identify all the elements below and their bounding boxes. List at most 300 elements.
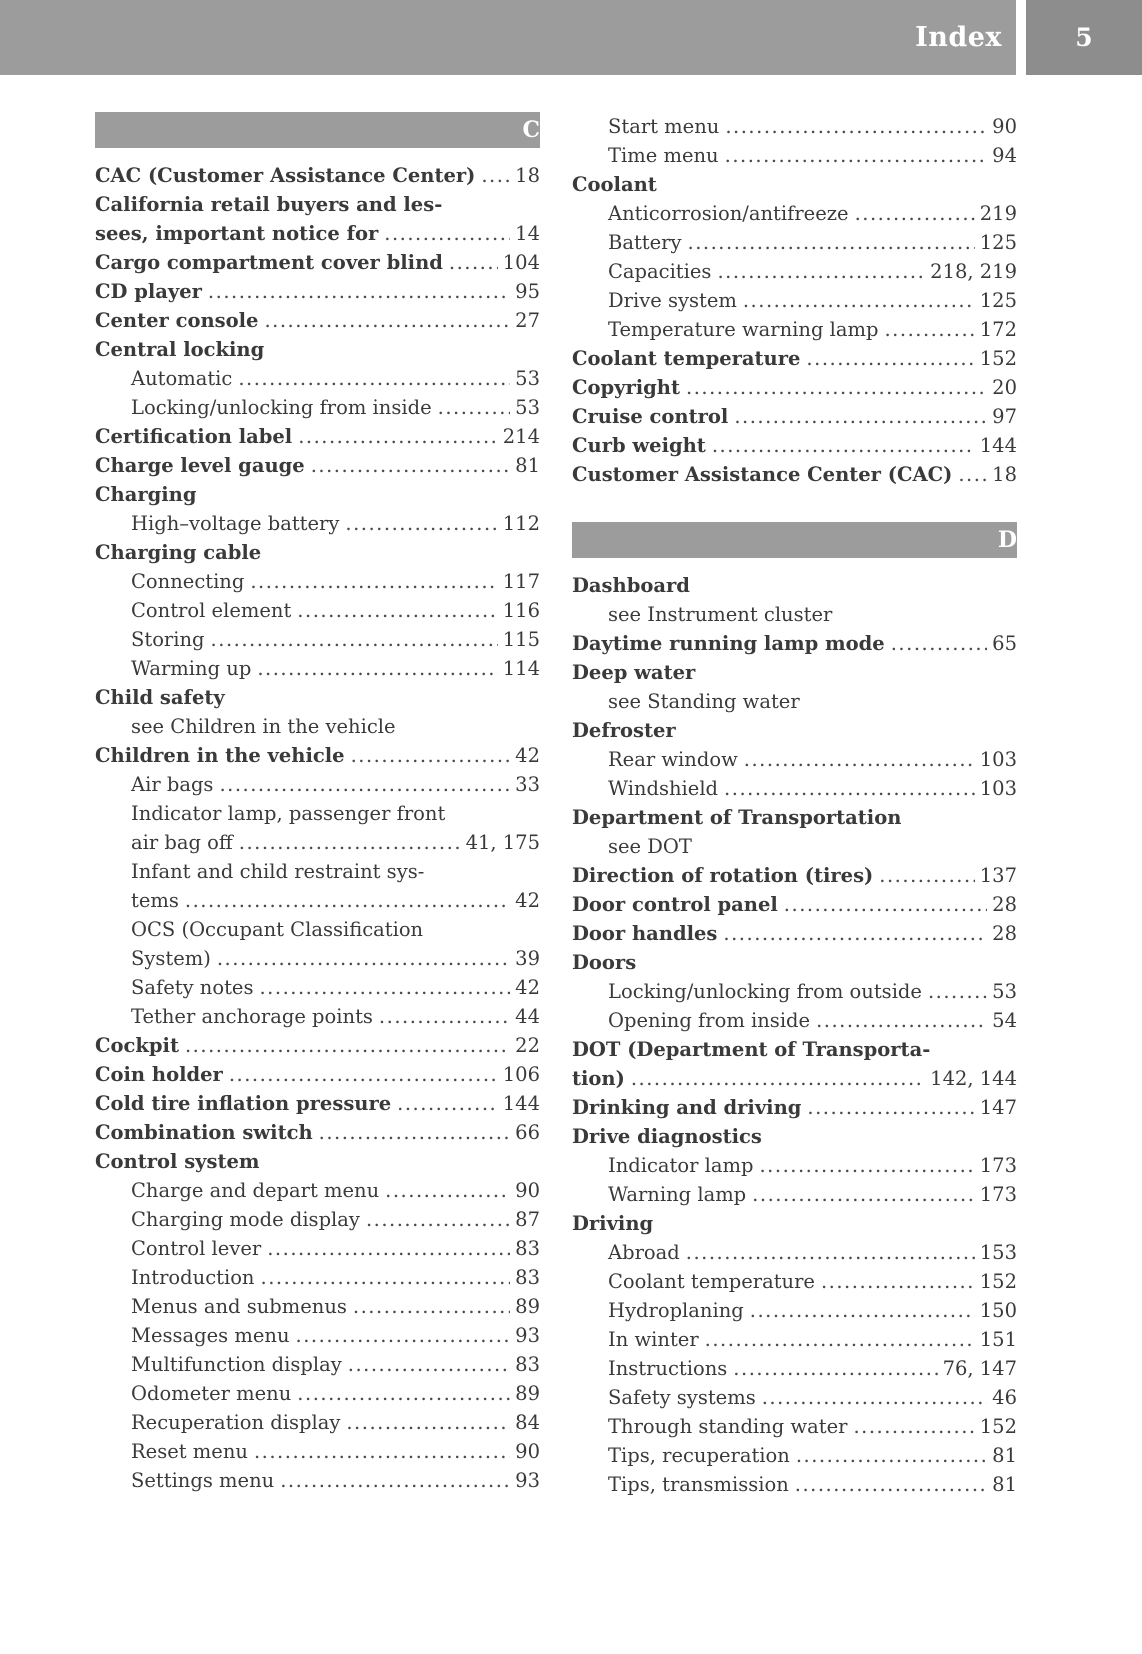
index-entry-line <box>572 1354 1017 1383</box>
index-entry-line <box>572 716 1017 745</box>
index-entry-line <box>572 373 1017 402</box>
entry-text: OCS (Occupant Classification <box>131 918 424 941</box>
dot-leader <box>449 248 498 277</box>
entry-text: CAC (Customer Assistance Center) <box>95 164 476 187</box>
index-entry-line <box>572 431 1017 460</box>
index-entry-line <box>95 509 540 538</box>
entry-page-number: 116 <box>502 599 540 622</box>
dot-leader <box>219 770 510 799</box>
dot-leader <box>752 1180 975 1209</box>
entry-text: DOT (Department of Transporta- <box>572 1038 931 1061</box>
entry-text: Cold tire inflation pressure <box>95 1092 392 1115</box>
entry-page-number: 53 <box>515 367 540 390</box>
dot-leader <box>891 629 987 658</box>
index-entry-line <box>95 654 540 683</box>
entry-text: Tips, recuperation <box>608 1444 790 1467</box>
dot-leader <box>853 1412 974 1441</box>
entry-page-number: 90 <box>515 1179 540 1202</box>
index-entry-line <box>95 712 540 741</box>
entry-page-number: 44 <box>515 1005 540 1028</box>
dot-leader <box>481 161 510 190</box>
dot-leader <box>796 1441 987 1470</box>
entry-page-number: 172 <box>979 318 1017 341</box>
entry-page-number: 94 <box>992 144 1017 167</box>
entry-text: Instructions <box>608 1357 728 1380</box>
entry-page-number: 46 <box>992 1386 1017 1409</box>
index-entry-line <box>572 170 1017 199</box>
index-entry-line <box>572 1441 1017 1470</box>
dot-leader <box>725 112 987 141</box>
entry-text: Child safety <box>95 686 225 709</box>
entry-page-number: 95 <box>515 280 540 303</box>
index-entry-line <box>95 799 540 828</box>
entry-page-number: 152 <box>979 1270 1017 1293</box>
page-number: 5 <box>1075 23 1093 52</box>
entry-text: Control lever <box>131 1237 262 1260</box>
index-entry-line <box>572 1122 1017 1151</box>
entry-text: Curb weight <box>572 434 706 457</box>
entry-text: Air bags <box>131 773 214 796</box>
index-entry-line <box>572 112 1017 141</box>
entry-page-number: 103 <box>979 748 1017 771</box>
entry-text: Temperature warning lamp <box>608 318 879 341</box>
entry-text: Central locking <box>95 338 265 361</box>
dot-leader <box>297 1379 510 1408</box>
entry-text: see Standing water <box>608 690 800 713</box>
entry-page-number: 104 <box>502 251 540 274</box>
dot-leader <box>806 344 974 373</box>
dot-leader <box>267 1234 510 1263</box>
entry-text: Cockpit <box>95 1034 179 1057</box>
entry-page-number: 151 <box>979 1328 1017 1351</box>
dot-leader <box>264 306 510 335</box>
index-entry-line <box>572 315 1017 344</box>
entry-page-number: 28 <box>992 922 1017 945</box>
index-entry-line <box>95 1321 540 1350</box>
entry-text: Door control panel <box>572 893 778 916</box>
entry-text: Odometer menu <box>131 1382 292 1405</box>
entry-page-number: 144 <box>502 1092 540 1115</box>
dot-leader <box>743 286 975 315</box>
entry-text: Combination switch <box>95 1121 313 1144</box>
dot-leader <box>217 944 510 973</box>
index-entry-line <box>95 1147 540 1176</box>
entry-text: tems <box>131 889 179 912</box>
dot-leader <box>725 141 988 170</box>
header-divider <box>1016 0 1026 75</box>
entry-page-number: 53 <box>992 980 1017 1003</box>
index-entry-line <box>95 1292 540 1321</box>
index-entry-line <box>572 141 1017 170</box>
entry-page-number: 153 <box>979 1241 1017 1264</box>
dot-leader <box>821 1267 975 1296</box>
entry-text: Coolant temperature <box>572 347 801 370</box>
dot-leader <box>928 977 987 1006</box>
dot-leader <box>257 654 497 683</box>
entry-text: Cruise control <box>572 405 729 428</box>
dot-leader <box>759 1151 974 1180</box>
entry-page-number: 22 <box>515 1034 540 1057</box>
dot-leader <box>879 861 974 890</box>
entry-text: Tether anchorage points <box>131 1005 373 1028</box>
entry-text: Safety systems <box>608 1386 756 1409</box>
dot-leader <box>366 1205 510 1234</box>
dot-leader <box>631 1064 925 1093</box>
page-header <box>0 0 1142 75</box>
dot-leader <box>319 1118 511 1147</box>
index-entry-line <box>95 1205 540 1234</box>
entry-text: Infant and child restraint sys- <box>131 860 425 883</box>
entry-page-number: 103 <box>979 777 1017 800</box>
dot-leader <box>724 774 975 803</box>
dot-leader <box>384 219 510 248</box>
entry-page-number: 81 <box>992 1444 1017 1467</box>
index-entry-line <box>572 919 1017 948</box>
entry-page-number: 28 <box>992 893 1017 916</box>
entry-text: Cargo compartment cover blind <box>95 251 443 274</box>
index-entry-line <box>95 886 540 915</box>
dot-leader <box>744 745 975 774</box>
index-entry-line <box>572 1267 1017 1296</box>
entry-text: Windshield <box>608 777 719 800</box>
entry-page-number: 147 <box>979 1096 1017 1119</box>
index-entry-line <box>572 600 1017 629</box>
dot-leader <box>733 1354 937 1383</box>
page-number-box <box>1026 0 1142 75</box>
entry-text: Charging cable <box>95 541 262 564</box>
index-entry-line <box>95 1089 540 1118</box>
index-entry-line <box>95 219 540 248</box>
entry-page-number: 65 <box>992 632 1017 655</box>
index-entry-line <box>95 1379 540 1408</box>
entry-text: California retail buyers and les- <box>95 193 443 216</box>
index-entry-line <box>95 915 540 944</box>
dot-leader <box>686 1238 975 1267</box>
entry-text: see Instrument cluster <box>608 603 833 626</box>
index-entry-line <box>95 1437 540 1466</box>
dot-leader <box>712 431 975 460</box>
entry-page-number: 83 <box>515 1266 540 1289</box>
index-entry-line <box>572 1093 1017 1122</box>
dot-leader <box>239 828 461 857</box>
dot-leader <box>723 919 987 948</box>
index-entry-line <box>572 774 1017 803</box>
index-entry-line <box>572 1383 1017 1412</box>
entry-text: Safety notes <box>131 976 254 999</box>
index-entry-line <box>95 538 540 567</box>
entry-text: Control system <box>95 1150 260 1173</box>
entry-page-number: 42 <box>515 889 540 912</box>
dot-leader <box>211 625 498 654</box>
header-band <box>0 0 1016 75</box>
index-entry-line <box>95 277 540 306</box>
dot-leader <box>346 1408 510 1437</box>
entry-text: Charge and depart menu <box>131 1179 380 1202</box>
entry-page-number: 137 <box>979 864 1017 887</box>
entry-page-number: 142, 144 <box>930 1067 1017 1090</box>
entry-page-number: 219 <box>979 202 1017 225</box>
index-entry-line <box>95 683 540 712</box>
index-entry-line <box>95 1234 540 1263</box>
entry-text: Introduction <box>131 1266 255 1289</box>
index-column-right <box>572 112 1017 1499</box>
index-entry-line <box>572 1035 1017 1064</box>
index-entry-line <box>572 402 1017 431</box>
index-entry-line <box>95 973 540 1002</box>
index-entry-line <box>95 828 540 857</box>
dot-leader <box>397 1089 498 1118</box>
index-entry-line <box>95 857 540 886</box>
entry-text: air bag off <box>131 831 233 854</box>
dot-leader <box>250 567 497 596</box>
dot-leader <box>259 973 510 1002</box>
entry-text: Department of Transportation <box>572 806 902 829</box>
index-entry-line <box>572 1470 1017 1499</box>
index-entry-line <box>572 658 1017 687</box>
dot-leader <box>795 1470 987 1499</box>
dot-leader <box>686 373 987 402</box>
index-entry-line <box>95 1118 540 1147</box>
section-header-d: D <box>572 522 1017 558</box>
dot-leader <box>353 1292 510 1321</box>
entry-page-number: 14 <box>515 222 540 245</box>
entry-page-number: 27 <box>515 309 540 332</box>
index-entry-line <box>95 1002 540 1031</box>
entry-text: Menus and submenus <box>131 1295 347 1318</box>
index-entry-line <box>572 344 1017 373</box>
entry-text: Drive system <box>608 289 737 312</box>
index-entry-line <box>572 1006 1017 1035</box>
entry-page-number: 18 <box>992 463 1017 486</box>
entry-page-number: 106 <box>502 1063 540 1086</box>
index-entry-line <box>95 161 540 190</box>
entry-page-number: 20 <box>992 376 1017 399</box>
entry-page-number: 112 <box>502 512 540 535</box>
index-entry-line <box>95 190 540 219</box>
index-entry-line <box>572 977 1017 1006</box>
entry-text: Opening from inside <box>608 1009 811 1032</box>
index-entry-line <box>95 393 540 422</box>
entry-text: Children in the vehicle <box>95 744 345 767</box>
entry-text: Capacities <box>608 260 712 283</box>
entry-text: Multifunction display <box>131 1353 342 1376</box>
dot-leader <box>807 1093 974 1122</box>
index-entry-line <box>95 422 540 451</box>
entry-page-number: 83 <box>515 1353 540 1376</box>
index-entry-line <box>572 861 1017 890</box>
entry-text: Deep water <box>572 661 696 684</box>
entry-text: Copyright <box>572 376 680 399</box>
dot-leader <box>298 422 498 451</box>
entry-text: Start menu <box>608 115 720 138</box>
dot-leader <box>762 1383 987 1412</box>
entry-page-number: 93 <box>515 1469 540 1492</box>
dot-leader <box>379 1002 510 1031</box>
entry-text: Customer Assistance Center (CAC) <box>572 463 953 486</box>
index-entry-line <box>95 1031 540 1060</box>
entry-page-number: 125 <box>979 289 1017 312</box>
index-entry-line <box>95 944 540 973</box>
dot-leader <box>958 460 987 489</box>
index-entry-line <box>572 948 1017 977</box>
entry-text: Warning lamp <box>608 1183 747 1206</box>
dot-leader <box>348 1350 510 1379</box>
entry-text: Messages menu <box>131 1324 290 1347</box>
index-entry-line <box>95 248 540 277</box>
dot-leader <box>750 1296 975 1325</box>
index-entry-line <box>572 687 1017 716</box>
entry-text: Coin holder <box>95 1063 223 1086</box>
entry-text: Direction of rotation (tires) <box>572 864 874 887</box>
index-entry-line <box>95 741 540 770</box>
entry-text: Storing <box>131 628 205 651</box>
index-entry-line <box>572 803 1017 832</box>
index-entry-line <box>572 1064 1017 1093</box>
dot-leader <box>345 509 497 538</box>
entry-page-number: 81 <box>992 1473 1017 1496</box>
entry-text: Center console <box>95 309 259 332</box>
entry-text: Coolant <box>572 173 657 196</box>
entry-page-number: 97 <box>992 405 1017 428</box>
dot-leader <box>185 886 510 915</box>
dot-leader <box>855 199 975 228</box>
entry-page-number: 76, 147 <box>942 1357 1017 1380</box>
entry-page-number: 54 <box>992 1009 1017 1032</box>
entry-page-number: 42 <box>515 744 540 767</box>
entry-page-number: 81 <box>515 454 540 477</box>
entry-page-number: 150 <box>979 1299 1017 1322</box>
index-entry-line <box>572 1325 1017 1354</box>
dot-leader <box>254 1437 510 1466</box>
entry-page-number: 89 <box>515 1382 540 1405</box>
index-entry-line <box>95 1176 540 1205</box>
index-entry-line <box>572 1151 1017 1180</box>
entry-text: Indicator lamp, passenger front <box>131 802 446 825</box>
index-entry-line <box>572 890 1017 919</box>
index-entry-line <box>95 1466 540 1495</box>
entry-text: Abroad <box>608 1241 680 1264</box>
entry-text: see Children in the vehicle <box>131 715 396 738</box>
index-entry-line <box>95 1263 540 1292</box>
entry-text: System) <box>131 947 211 970</box>
entry-text: see DOT <box>608 835 692 858</box>
entry-page-number: 90 <box>515 1440 540 1463</box>
dot-leader <box>385 1176 510 1205</box>
entry-page-number: 84 <box>515 1411 540 1434</box>
page-title: Index <box>915 22 1002 53</box>
index-entry-line <box>572 629 1017 658</box>
index-entry-line <box>95 770 540 799</box>
entry-text: Locking/unlocking from outside <box>608 980 922 1003</box>
entry-page-number: 83 <box>515 1237 540 1260</box>
entry-page-number: 66 <box>515 1121 540 1144</box>
entry-text: Charging mode display <box>131 1208 360 1231</box>
entry-text: Anticorrosion/antifreeze <box>608 202 849 225</box>
entry-page-number: 218, 219 <box>930 260 1017 283</box>
entry-page-number: 117 <box>502 570 540 593</box>
index-entry-line <box>572 1296 1017 1325</box>
dot-leader <box>261 1263 511 1292</box>
entry-page-number: 41, 175 <box>465 831 540 854</box>
dot-leader <box>311 451 510 480</box>
entry-text: Certification label <box>95 425 293 448</box>
dot-leader <box>784 890 987 919</box>
index-entry-line <box>572 257 1017 286</box>
index-entry-line <box>95 451 540 480</box>
entry-text: Driving <box>572 1212 654 1235</box>
entry-text: Door handles <box>572 922 718 945</box>
index-entry-line <box>572 286 1017 315</box>
entry-page-number: 53 <box>515 396 540 419</box>
entry-text: Reset menu <box>131 1440 248 1463</box>
entry-page-number: 87 <box>515 1208 540 1231</box>
entry-text: sees, important notice for <box>95 222 379 245</box>
entry-text: Locking/unlocking from inside <box>131 396 432 419</box>
entry-text: Coolant temperature <box>608 1270 815 1293</box>
entry-page-number: 125 <box>979 231 1017 254</box>
entry-text: Warming up <box>131 657 252 680</box>
dot-leader <box>705 1325 975 1354</box>
index-entry-line <box>95 1350 540 1379</box>
dot-leader <box>717 257 925 286</box>
entry-text: Settings menu <box>131 1469 275 1492</box>
entry-page-number: 115 <box>502 628 540 651</box>
dot-leader <box>816 1006 987 1035</box>
index-content <box>0 75 1142 1499</box>
entry-page-number: 39 <box>515 947 540 970</box>
index-entry-line <box>572 832 1017 861</box>
entry-text: Charge level gauge <box>95 454 305 477</box>
entry-page-number: 214 <box>502 425 540 448</box>
entry-text: Drinking and driving <box>572 1096 802 1119</box>
entry-text: tion) <box>572 1067 625 1090</box>
entry-text: Hydroplaning <box>608 1299 744 1322</box>
dot-leader <box>296 1321 511 1350</box>
index-entry-line <box>95 480 540 509</box>
index-entry-line <box>572 1412 1017 1441</box>
entry-text: Charging <box>95 483 197 506</box>
index-entry-line <box>95 567 540 596</box>
dot-leader <box>351 741 511 770</box>
dot-leader <box>238 364 510 393</box>
index-entry-line <box>95 625 540 654</box>
entry-text: CD player <box>95 280 202 303</box>
index-entry-line <box>95 335 540 364</box>
entry-page-number: 90 <box>992 115 1017 138</box>
dot-leader <box>297 596 497 625</box>
entry-page-number: 173 <box>979 1154 1017 1177</box>
entry-text: Drive diagnostics <box>572 1125 762 1148</box>
entry-text: Defroster <box>572 719 676 742</box>
index-entry-line <box>572 228 1017 257</box>
entry-text: Time menu <box>608 144 719 167</box>
entry-page-number: 114 <box>502 657 540 680</box>
entry-text: Dashboard <box>572 574 690 597</box>
index-entry-line <box>95 364 540 393</box>
entry-text: Doors <box>572 951 637 974</box>
entry-page-number: 89 <box>515 1295 540 1318</box>
dot-leader <box>208 277 510 306</box>
entry-text: High–voltage battery <box>131 512 340 535</box>
entry-page-number: 173 <box>979 1183 1017 1206</box>
entry-text: Automatic <box>131 367 233 390</box>
dot-leader <box>734 402 987 431</box>
index-entry-line <box>95 1060 540 1089</box>
index-entry-line <box>572 571 1017 600</box>
index-column-left <box>95 112 540 1499</box>
entry-page-number: 152 <box>979 347 1017 370</box>
entry-text: In winter <box>608 1328 699 1351</box>
